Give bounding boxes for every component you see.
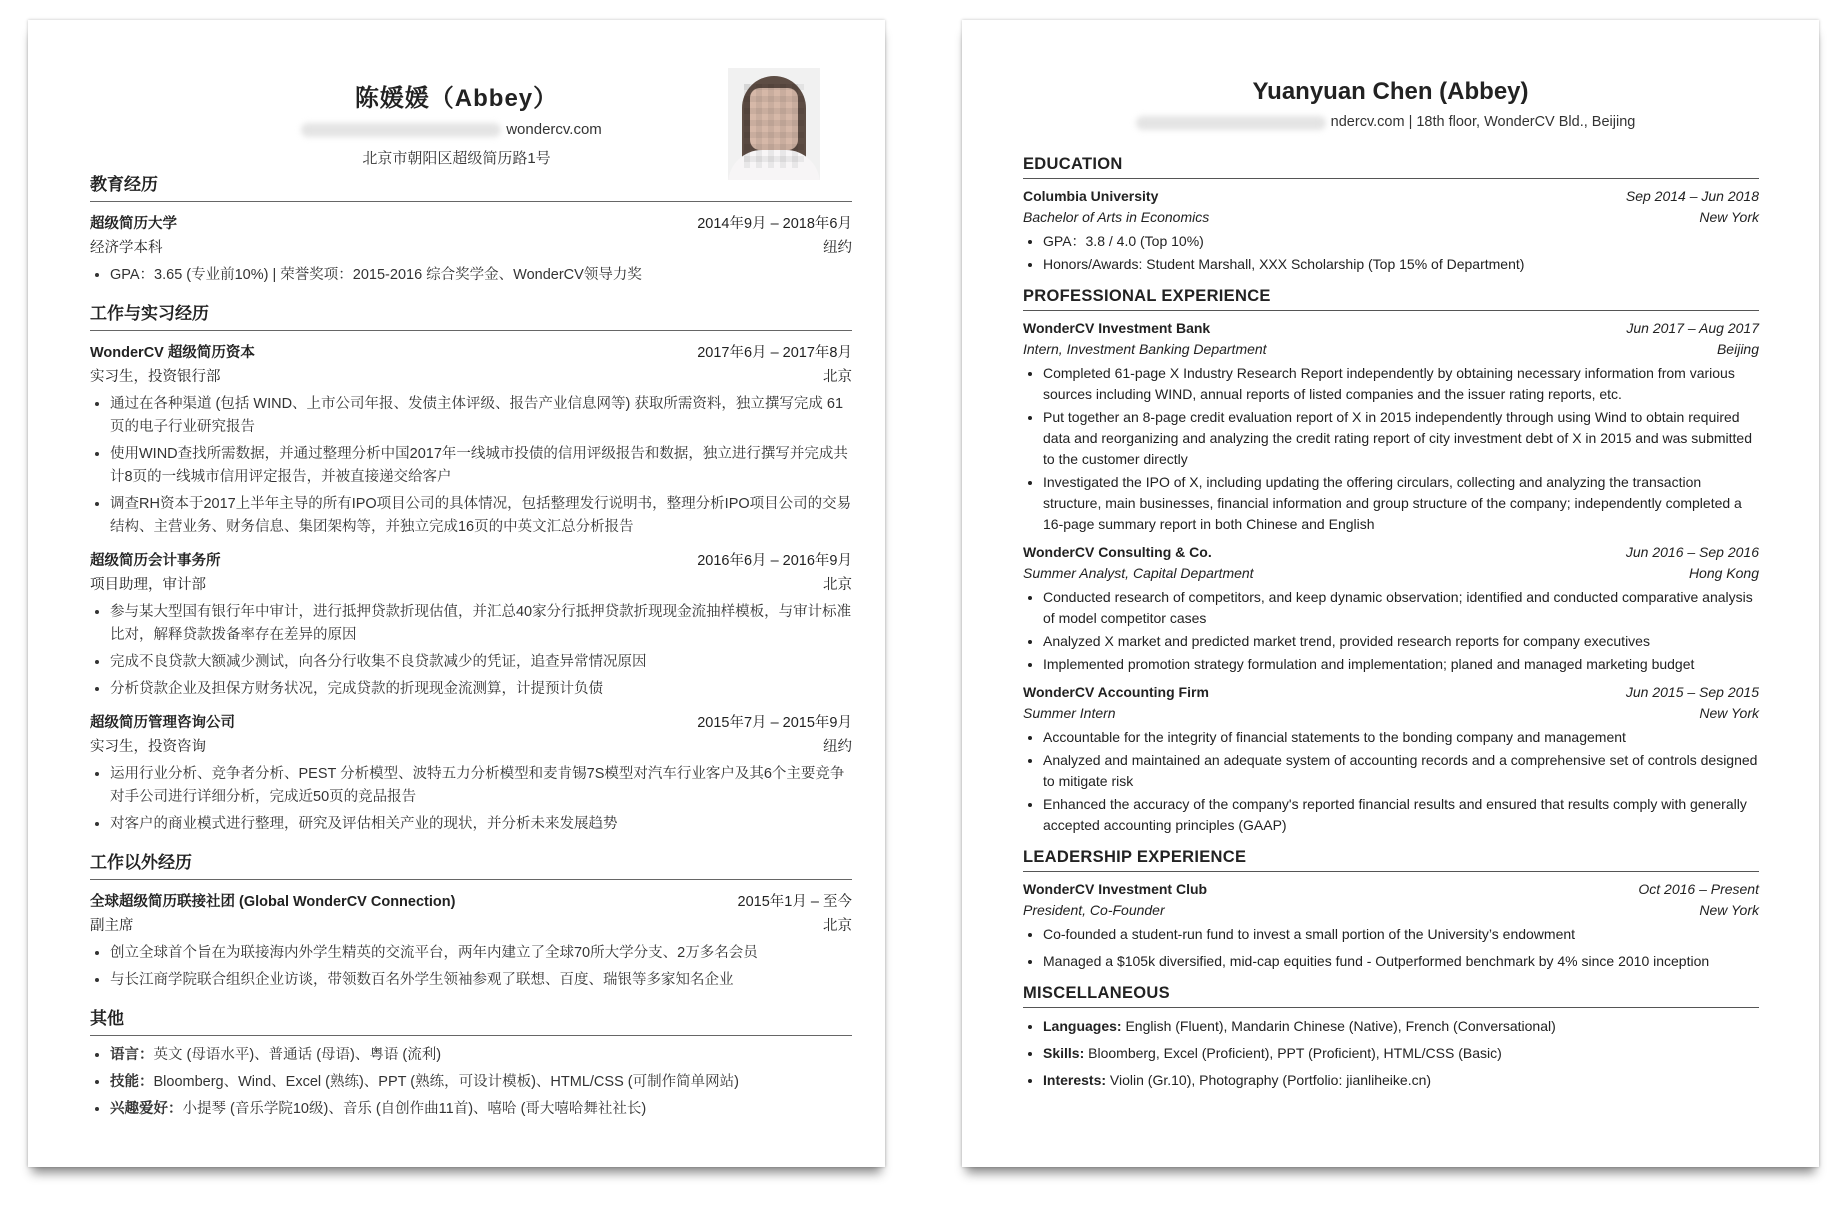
bullet-item: • Implemented promotion strategy formulation and implementation; planed and managed marketing budget bbox=[1043, 654, 1759, 675]
entry-organization: WonderCV Investment Bank bbox=[1023, 320, 1211, 336]
bullet-item: • Accountable for the integrity of financial statements to the bonding company and management bbox=[1043, 727, 1759, 748]
entry-date: 2015年1月 – 至今 bbox=[737, 894, 852, 910]
entry-organization: 超级简历管理咨询公司 bbox=[90, 715, 235, 731]
redacted-contact-blur bbox=[1136, 116, 1326, 130]
section-title: 工作与实习经历 bbox=[90, 299, 852, 331]
entry-organization: WonderCV Accounting Firm bbox=[1023, 684, 1209, 700]
resume-entry bbox=[90, 212, 852, 287]
entry-header-row bbox=[90, 212, 852, 236]
section-title: 工作以外经历 bbox=[90, 848, 852, 880]
english-resume-page bbox=[962, 20, 1819, 1167]
misc-text: Bloomberg、Wind、Excel (熟练)、PPT (熟练，可设计模板)、HTML/CSS (可制作简单网站) bbox=[153, 1074, 739, 1090]
misc-item bbox=[110, 1098, 852, 1121]
entry-header-row bbox=[90, 711, 852, 735]
entry-header-row bbox=[1023, 542, 1759, 563]
bullet-item: • Put together an 8-page credit evaluation report of X in 2015 independently through using Wind to obtain required data and reorganizing and analyzing the credit rating report of city investment debt of X in 2015 and was submitted to the customer directly bbox=[1043, 407, 1759, 470]
entry-location: Beijing bbox=[1716, 341, 1759, 357]
en-section-education bbox=[1023, 155, 1759, 275]
bullet-list bbox=[90, 393, 852, 539]
bullet-list bbox=[90, 942, 852, 992]
bullet-item: • 创立全球首个旨在为联接海内外学生精英的交流平台，两年内建立了全球70所大学分支、2万多名会员 bbox=[110, 942, 852, 965]
misc-text: 英文 (母语水平)、普通话 (母语)、粤语 (流利) bbox=[153, 1047, 442, 1063]
bullet-list bbox=[90, 264, 852, 287]
cn-section-extra bbox=[90, 848, 852, 992]
bullet-item: • 使用WIND查找所需数据，并通过整理分析中国2017年一线城市投债的信用评级报告和数据，独立进行撰写并完成共计8页的一线城市信用评定报告，并被直接递交给客户 bbox=[110, 443, 852, 489]
entry-location: 北京 bbox=[823, 918, 852, 934]
misc-label: 兴趣爱好： bbox=[110, 1101, 183, 1117]
entry-header-row bbox=[1023, 318, 1759, 339]
entry-location: 纽约 bbox=[823, 240, 852, 256]
entry-organization: 全球超级简历联接社团 (Global WonderCV Connection) bbox=[90, 894, 456, 910]
bullet-list bbox=[1023, 727, 1759, 836]
cn-section-education bbox=[90, 170, 852, 287]
bullet-item: • GPA：3.8 / 4.0 (Top 10%) bbox=[1043, 231, 1759, 252]
entry-header-row bbox=[1023, 879, 1759, 900]
bullet-item: • Investigated the IPO of X, including updating the offering circulars, collecting and analyzing the transaction structure, main businesses, financial information and group structure of the company; independently completed a 16-page summary report in both Chinese and English bbox=[1043, 472, 1759, 535]
cn-body bbox=[90, 170, 852, 1125]
bullet-list bbox=[1023, 231, 1759, 275]
entry-date: 2014年9月 – 2018年6月 bbox=[697, 216, 852, 232]
entry-subheader-row bbox=[1023, 703, 1759, 724]
entry-role: Intern, Investment Banking Department bbox=[1023, 341, 1267, 357]
entry-role: 实习生，投资银行部 bbox=[90, 369, 221, 385]
bullet-item: • Analyzed and maintained an adequate system of accounting records and a comprehensive set of controls designed to mitigate risk bbox=[1043, 750, 1759, 792]
entry-location: New York bbox=[1699, 705, 1759, 721]
entry-role: 项目助理，审计部 bbox=[90, 577, 206, 593]
misc-list bbox=[90, 1044, 852, 1121]
misc-text: Bloomberg, Excel (Proficient), PPT (Proficient), HTML/CSS (Basic) bbox=[1084, 1045, 1502, 1061]
entry-organization: WonderCV 超级简历资本 bbox=[90, 345, 255, 361]
en-name: Yuanyuan Chen (Abbey) bbox=[1252, 78, 1529, 105]
en-contact bbox=[1146, 114, 1636, 130]
bullet-item: • 通过在各种渠道 (包括 WIND、上市公司年报、发债主体评级、报告产业信息网等) 获取所需资料，独立撰写完成 61 页的电子行业研究报告 bbox=[110, 393, 852, 439]
entry-organization: 超级简历会计事务所 bbox=[90, 553, 221, 569]
resume-entry bbox=[90, 711, 852, 836]
misc-label: Interests: bbox=[1043, 1072, 1107, 1088]
entry-subheader-row bbox=[90, 573, 852, 597]
misc-label: 技能： bbox=[110, 1074, 154, 1090]
bullet-item: • Conducted research of competitors, and keep dynamic observation; identified and conducted comparative analysis of model competitor cases bbox=[1043, 587, 1759, 629]
entry-date: 2015年7月 – 2015年9月 bbox=[697, 715, 852, 731]
entry-location: New York bbox=[1699, 209, 1759, 225]
en-body bbox=[1023, 155, 1759, 1097]
entry-role: Bachelor of Arts in Economics bbox=[1023, 209, 1210, 225]
entry-location: New York bbox=[1699, 902, 1759, 918]
resume-entry bbox=[90, 890, 852, 992]
misc-item bbox=[1043, 1016, 1759, 1037]
bullet-list bbox=[1023, 924, 1759, 972]
entry-location: 北京 bbox=[823, 577, 852, 593]
cn-address: 北京市朝阳区超级简历路1号 bbox=[362, 150, 551, 167]
entry-organization: 超级简历大学 bbox=[90, 216, 177, 232]
entry-header-row bbox=[90, 549, 852, 573]
cn-contact bbox=[311, 121, 602, 138]
misc-text: Violin (Gr.10), Photography (Portfolio: jianliheike.cn) bbox=[1106, 1072, 1432, 1088]
cn-section-work bbox=[90, 299, 852, 836]
resume-entry bbox=[1023, 682, 1759, 836]
bullet-item: • 运用行业分析、竞争者分析、PEST 分析模型、波特五力分析模型和麦肯锡7S模型对汽车行业客户及其6个主要竞争对手公司进行详细分析，完成近50页的竞品报告 bbox=[110, 763, 852, 809]
entry-subheader-row bbox=[1023, 563, 1759, 584]
bullet-item: • 与长江商学院联合组织企业访谈，带领数百名外学生领袖参观了联想、百度、瑞银等多家知名企业 bbox=[110, 969, 852, 992]
cn-section-misc bbox=[90, 1004, 852, 1121]
entry-header-row bbox=[90, 341, 852, 365]
en-contact-text: ndercv.com | 18th floor, WonderCV Bld., Beijing bbox=[1330, 114, 1636, 130]
entry-subheader-row bbox=[90, 914, 852, 938]
misc-text: 小提琴 (音乐学院10级)、音乐 (自创作曲11首)、嘻哈 (哥大嘻哈舞社社长) bbox=[182, 1101, 647, 1117]
entry-role: 经济学本科 bbox=[90, 240, 163, 256]
chinese-resume-page bbox=[28, 20, 885, 1167]
entry-subheader-row bbox=[90, 365, 852, 389]
misc-label: Skills: bbox=[1043, 1045, 1085, 1061]
en-section-misc bbox=[1023, 984, 1759, 1091]
profile-photo bbox=[728, 68, 820, 180]
misc-item bbox=[1043, 1070, 1759, 1091]
entry-date: 2017年6月 – 2017年8月 bbox=[697, 345, 852, 361]
bullet-list bbox=[1023, 363, 1759, 535]
entry-date: Sep 2014 – Jun 2018 bbox=[1625, 188, 1759, 204]
bullet-list bbox=[90, 763, 852, 836]
entry-subheader-row bbox=[90, 236, 852, 260]
bullet-item: • 分析贷款企业及担保方财务状况，完成贷款的折现现金流测算，计提预计负债 bbox=[110, 678, 852, 701]
misc-label: 语言： bbox=[110, 1047, 154, 1063]
section-title: 教育经历 bbox=[90, 170, 852, 202]
entry-organization: WonderCV Investment Club bbox=[1023, 881, 1208, 897]
entry-date: Jun 2015 – Sep 2015 bbox=[1625, 684, 1759, 700]
en-header bbox=[962, 78, 1819, 131]
entry-subheader-row bbox=[1023, 900, 1759, 921]
entry-header-row bbox=[90, 890, 852, 914]
entry-date: Jun 2016 – Sep 2016 bbox=[1625, 544, 1759, 560]
bullet-item: • Honors/Awards: Student Marshall, XXX Scholarship (Top 15% of Department) bbox=[1043, 254, 1759, 275]
entry-role: 副主席 bbox=[90, 918, 134, 934]
entry-date: 2016年6月 – 2016年9月 bbox=[697, 553, 852, 569]
entry-date: Oct 2016 – Present bbox=[1638, 881, 1759, 897]
resume-entry bbox=[1023, 879, 1759, 972]
misc-text: English (Fluent), Mandarin Chinese (Native), French (Conversational) bbox=[1121, 1018, 1556, 1034]
entry-date: Jun 2017 – Aug 2017 bbox=[1626, 320, 1759, 336]
cn-contact-text: wondercv.com bbox=[506, 121, 602, 138]
section-title: LEADERSHIP EXPERIENCE bbox=[1023, 848, 1759, 872]
misc-label: Languages: bbox=[1043, 1018, 1122, 1034]
bullet-list bbox=[1023, 587, 1759, 675]
entry-header-row bbox=[1023, 186, 1759, 207]
redacted-contact-blur bbox=[301, 123, 501, 137]
resume-entry bbox=[1023, 318, 1759, 535]
entry-organization: WonderCV Consulting & Co. bbox=[1023, 544, 1212, 560]
entry-role: Summer Intern bbox=[1023, 705, 1116, 721]
cn-name: 陈媛媛（Abbey） bbox=[354, 85, 559, 112]
bullet-item: • 完成不良贷款大额减少测试，向各分行收集不良贷款减少的凭证，追查异常情况原因 bbox=[110, 651, 852, 674]
resume-entry bbox=[1023, 542, 1759, 675]
bullet-item: • 调查RH资本于2017上半年主导的所有IPO项目公司的具体情况，包括整理发行说明书，整理分析IPO项目公司的交易结构、主营业务、财务信息、集团架构等，并独立完成16页的中英文汇总分析报告 bbox=[110, 493, 852, 539]
bullet-list bbox=[90, 601, 852, 701]
resume-entry bbox=[90, 549, 852, 701]
resume-entry bbox=[1023, 186, 1759, 275]
entry-organization: Columbia University bbox=[1023, 188, 1159, 204]
entry-location: 北京 bbox=[823, 369, 852, 385]
section-title: EDUCATION bbox=[1023, 155, 1759, 179]
bullet-item: • Managed a $105k diversified, mid-cap equities fund - Outperformed benchmark by 4% since 2010 inception bbox=[1043, 951, 1759, 972]
entry-header-row bbox=[1023, 682, 1759, 703]
entry-role: Summer Analyst, Capital Department bbox=[1023, 565, 1254, 581]
section-title: MISCELLANEOUS bbox=[1023, 984, 1759, 1008]
entry-role: 实习生，投资咨询 bbox=[90, 739, 206, 755]
entry-location: 纽约 bbox=[823, 739, 852, 755]
misc-item bbox=[110, 1044, 852, 1067]
section-title: PROFESSIONAL EXPERIENCE bbox=[1023, 287, 1759, 311]
entry-subheader-row bbox=[90, 735, 852, 759]
entry-role: President, Co-Founder bbox=[1023, 902, 1165, 918]
resume-entry bbox=[90, 341, 852, 539]
bullet-item: • Completed 61-page X Industry Research Report independently by obtaining necessary information from various sources including WIND, annual reports of listed companies and the issuer rating reports, etc. bbox=[1043, 363, 1759, 405]
bullet-item: • 参与某大型国有银行年中审计，进行抵押贷款折现估值，并汇总40家分行抵押贷款折现现金流抽样模板，与审计标准比对，解释贷款拨备率存在差异的原因 bbox=[110, 601, 852, 647]
en-section-work bbox=[1023, 287, 1759, 836]
section-title: 其他 bbox=[90, 1004, 852, 1036]
entry-subheader-row bbox=[1023, 339, 1759, 360]
entry-location: Hong Kong bbox=[1688, 565, 1759, 581]
misc-list bbox=[1023, 1016, 1759, 1091]
en-section-leadership bbox=[1023, 848, 1759, 972]
bullet-item: • Co-founded a student-run fund to invest a small portion of the University’s endowment bbox=[1043, 924, 1759, 945]
misc-item bbox=[110, 1071, 852, 1094]
misc-item bbox=[1043, 1043, 1759, 1064]
bullet-item: • Analyzed X market and predicted market trend, provided research reports for company executives bbox=[1043, 631, 1759, 652]
bullet-item: • GPA：3.65 (专业前10%) | 荣誉奖项：2015-2016 综合奖学金、WonderCV领导力奖 bbox=[110, 264, 852, 287]
bullet-item: • 对客户的商业模式进行整理，研究及评估相关产业的现状，并分析未来发展趋势 bbox=[110, 813, 852, 836]
entry-subheader-row bbox=[1023, 207, 1759, 228]
bullet-item: • Enhanced the accuracy of the company's reported financial results and ensured that results comply with generally accepted accounting principles (GAAP) bbox=[1043, 794, 1759, 836]
